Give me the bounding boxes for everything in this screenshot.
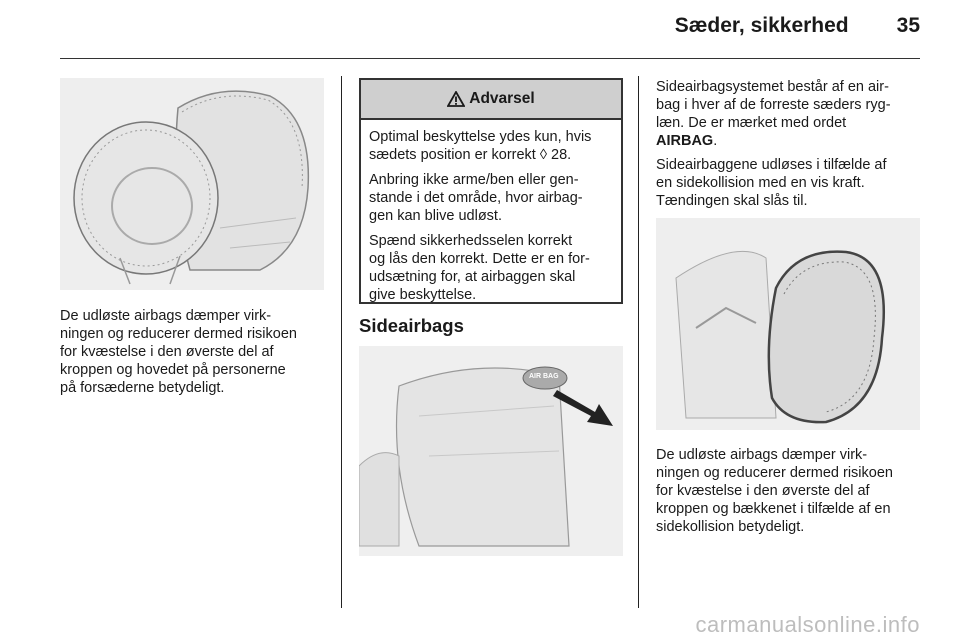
caption-line: for kvæstelse i den øverste del af	[656, 483, 870, 499]
caption-line: ningen og reducerer dermed risikoen	[60, 326, 297, 342]
side-airbag-illustration	[656, 218, 920, 430]
intro-paragraph: Sideairbagsystemet består af en air- bag i hver af de forreste sæders ryg- læn. De er mærket med ordet AIRBAG.	[656, 79, 891, 149]
header-rule	[60, 58, 920, 59]
seat-airbag-label-illustration	[359, 346, 623, 556]
column-divider-1	[341, 76, 342, 608]
caption-line: kroppen og bækkenet i tilfælde af en	[656, 501, 891, 517]
section-heading: Sideairbags	[359, 315, 464, 336]
front-airbag-caption	[60, 307, 330, 397]
page-title: Sæder, sikkerhed	[674, 14, 849, 37]
airbag-badge-label: AIR BAG	[529, 373, 559, 380]
caption-line: for kvæstelse i den øverste del af	[60, 344, 274, 360]
warning-triangle-icon	[447, 91, 465, 107]
caption-line: sidekollision betydeligt.	[656, 519, 805, 535]
warning-paragraph: Spænd sikkerhedsselen korrekt og lås den korrekt. Dette er en for- udsætning for, at airbaggen skal give beskyttelse.	[369, 233, 590, 303]
page-number: 35	[896, 14, 920, 37]
sideairbag-description	[656, 78, 931, 216]
column-divider-2	[638, 76, 639, 608]
warning-paragraph: Anbring ikke arme/ben eller gen- stande i det område, hvor airbag- gen kan blive udløst.	[369, 172, 583, 224]
caption-line: på forsæderne betydeligt.	[60, 380, 225, 396]
caption-line: De udløste airbags dæmper virk-	[60, 308, 272, 324]
warning-body	[361, 120, 621, 304]
front-airbag-illustration	[60, 78, 324, 290]
caption-line: ningen og reducerer dermed risikoen	[656, 465, 893, 481]
warning-title: Advarsel	[469, 90, 535, 107]
deployment-paragraph: Sideairbaggene udløses i tilfælde af en sidekollision med en vis kraft. Tændingen skal slås til.	[656, 157, 887, 209]
caption-line: De udløste airbags dæmper virk-	[656, 447, 868, 463]
watermark: carmanualsonline.info	[695, 612, 920, 637]
caption-line: kroppen og hovedet på personerne	[60, 362, 286, 378]
warning-header	[361, 80, 621, 120]
airbag-term: AIRBAG	[656, 133, 714, 149]
side-airbag-caption	[656, 446, 936, 536]
warning-box	[359, 78, 623, 304]
page-header	[675, 14, 920, 38]
warning-paragraph: Optimal beskyttelse ydes kun, hvis sædets position er korrekt ◊ 28.	[369, 129, 592, 163]
